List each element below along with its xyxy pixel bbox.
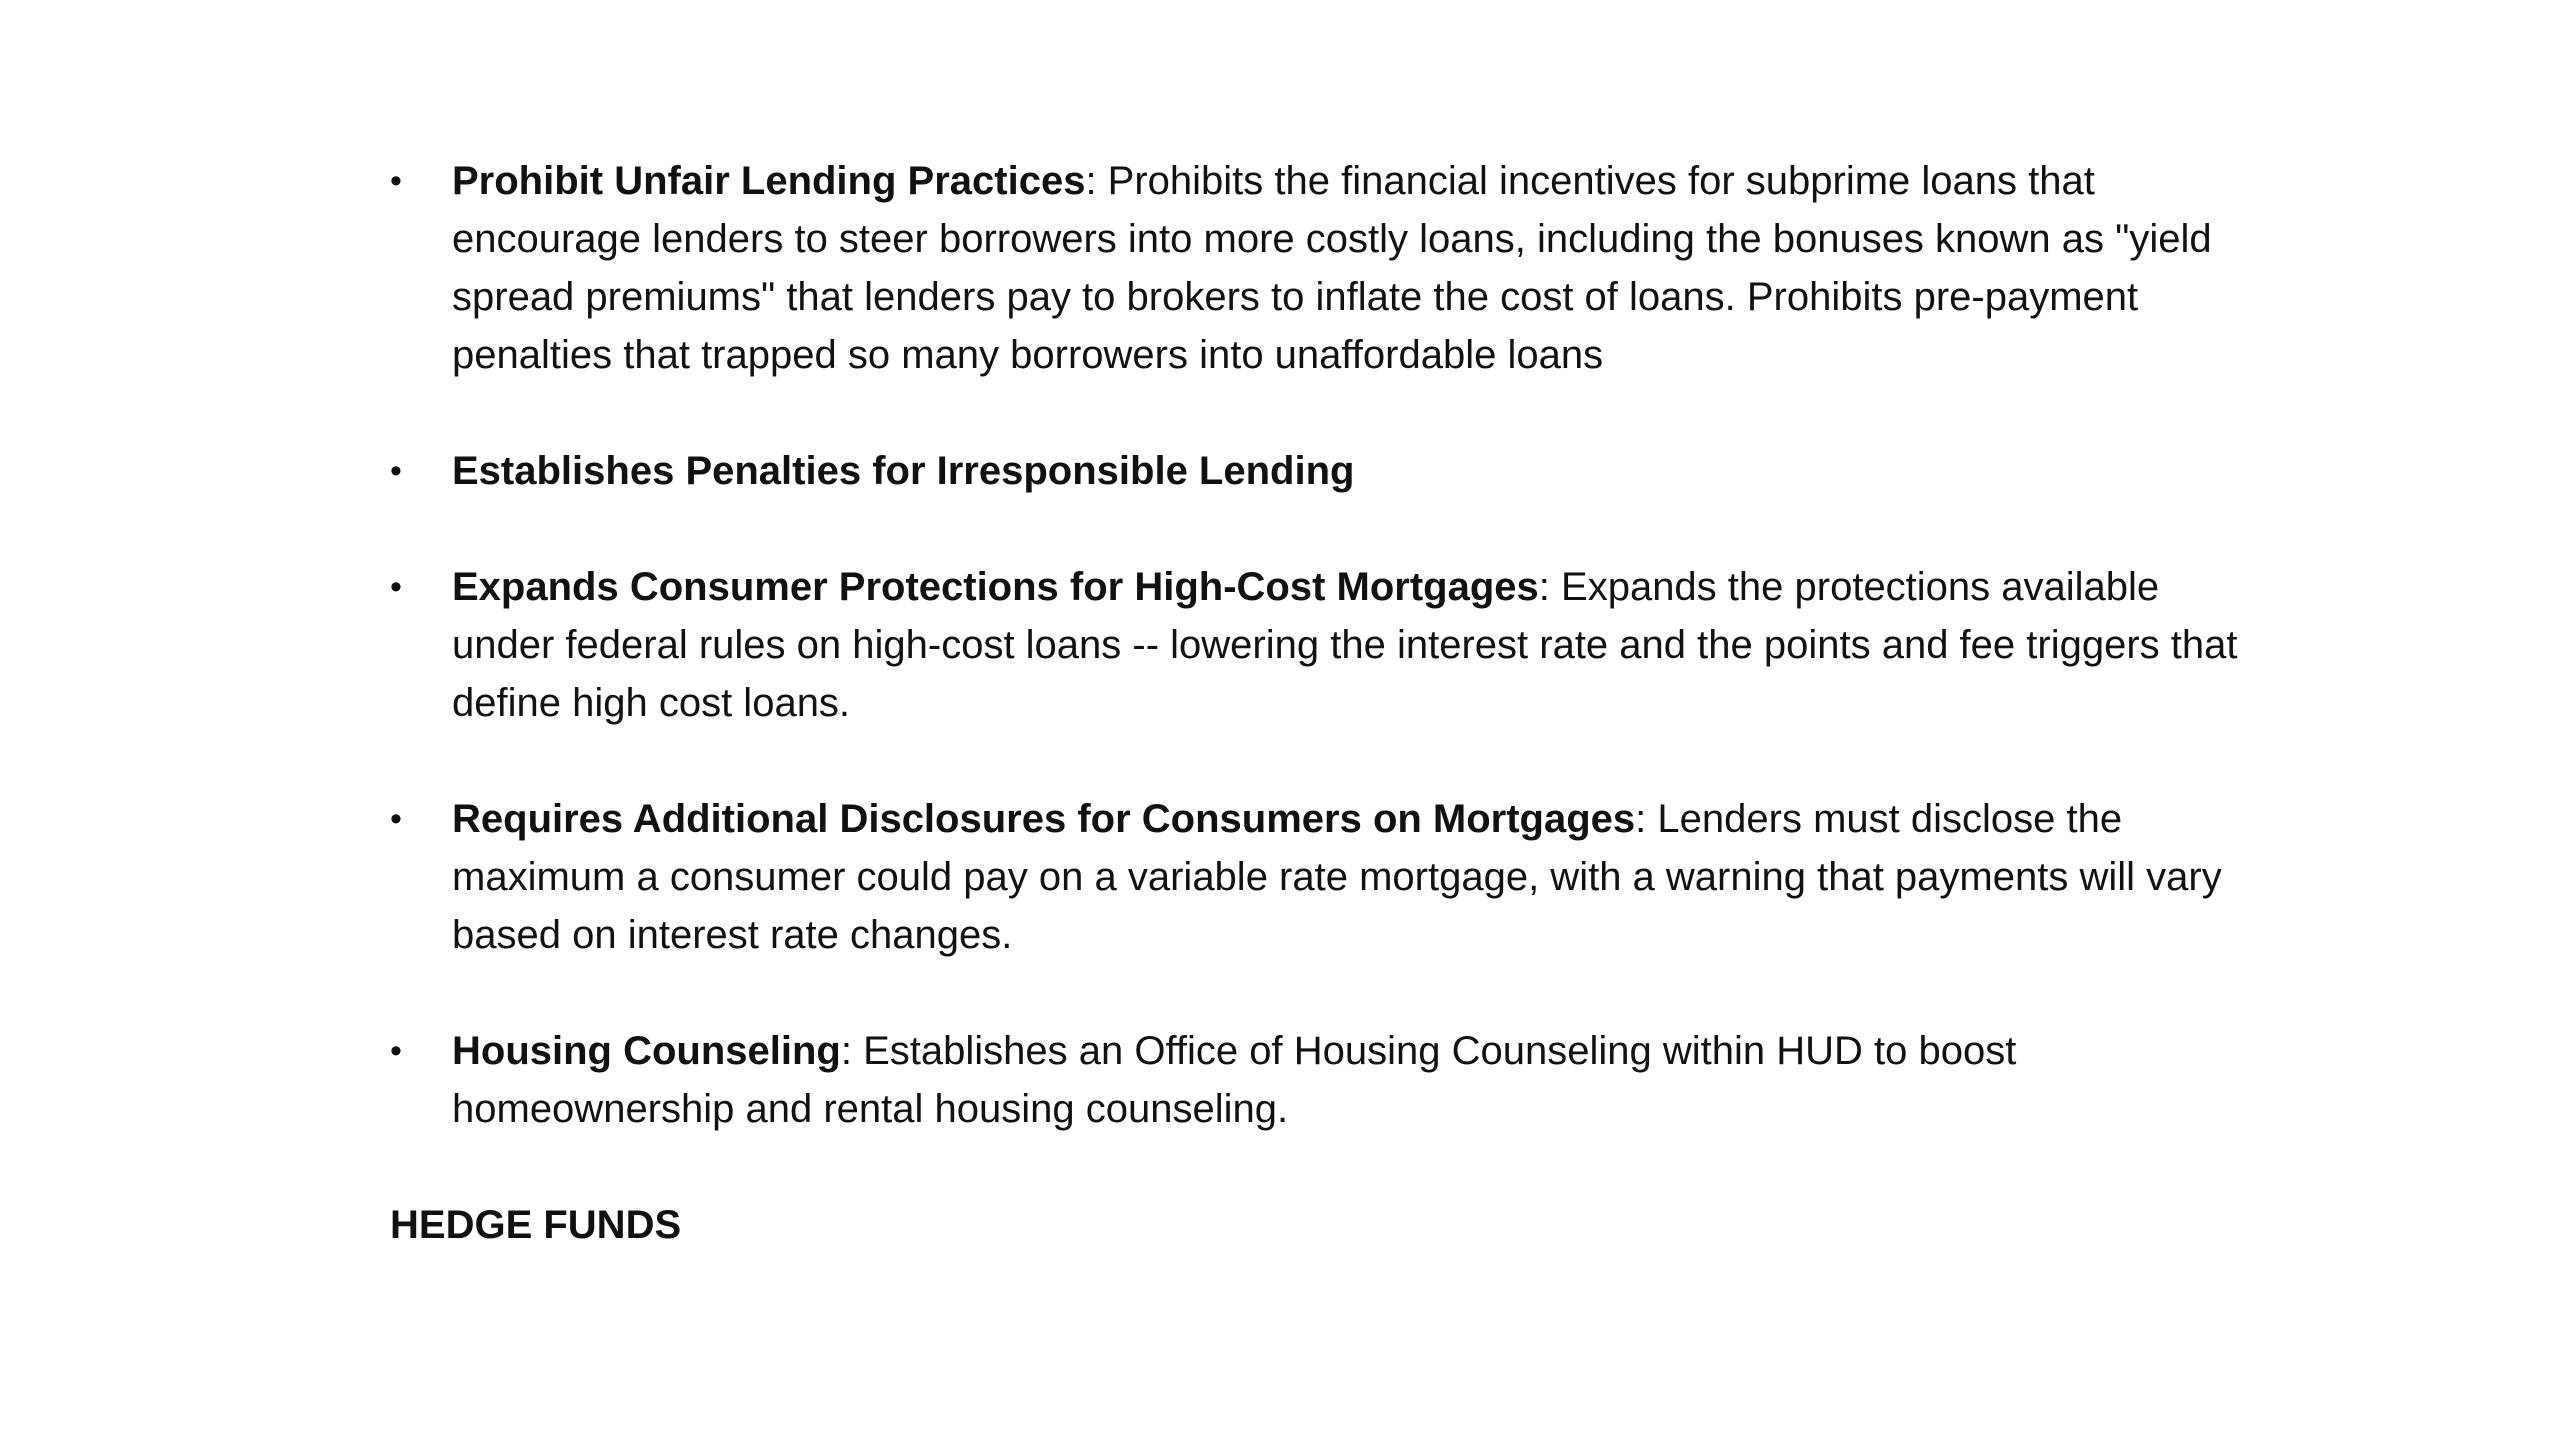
bullet-text xyxy=(452,790,2240,964)
bullet-text xyxy=(452,558,2240,732)
bullet-term: Requires Additional Disclosures for Consumers on Mortgages xyxy=(452,797,1636,841)
bullet-list xyxy=(390,152,2240,1138)
bullet-description: Expands the protections available under federal rules on high-cost loans -- lowering the interest rate and the points and fee triggers that define high cost loans. xyxy=(452,565,2238,725)
bullet-item-high-cost-mortgages xyxy=(390,558,2240,732)
bullet-text xyxy=(452,152,2240,384)
bullet-icon: • xyxy=(390,568,402,606)
bullet-term: Prohibit Unfair Lending Practices xyxy=(452,159,1086,203)
bullet-separator: : xyxy=(1085,159,1108,203)
bullet-icon: • xyxy=(390,1032,402,1070)
bullet-description: Establishes an Office of Housing Counseling within HUD to boost homeownership and rental housing counseling. xyxy=(452,1029,2017,1131)
bullet-description: Prohibits the financial incentives for subprime loans that encourage lenders to steer borrowers into more costly loans, including the bonuses known as "yield spread premiums" that lenders pay to brokers to inflate the cost of loans. Prohibits pre-payment penalties that trapped so many borrowers into unaffordable loans xyxy=(452,159,2212,377)
bullet-term: Housing Counseling xyxy=(452,1029,841,1073)
bullet-term: Establishes Penalties for Irresponsible Lending xyxy=(452,449,1355,493)
bullet-separator: : xyxy=(1538,565,1562,609)
bullet-separator: : xyxy=(1635,797,1658,841)
bullet-term: Expands Consumer Protections for High-Cost Mortgages xyxy=(452,565,1539,609)
bullet-item-unfair-lending xyxy=(390,152,2240,384)
bullet-separator: : xyxy=(840,1029,864,1073)
bullet-description: Lenders must disclose the maximum a consumer could pay on a variable rate mortgage, with a warning that payments will vary based on interest rate changes. xyxy=(452,797,2222,957)
bullet-text xyxy=(452,1022,2240,1138)
bullet-text xyxy=(452,442,2240,500)
bullet-icon: • xyxy=(390,162,402,200)
bullet-item-disclosures xyxy=(390,790,2240,964)
slide-content xyxy=(390,152,2240,1254)
section-heading: HEDGE FUNDS xyxy=(390,1203,682,1247)
bullet-item-penalties xyxy=(390,442,2240,500)
bullet-icon: • xyxy=(390,800,402,838)
bullet-item-housing-counseling xyxy=(390,1022,2240,1138)
bullet-icon: • xyxy=(390,452,402,490)
